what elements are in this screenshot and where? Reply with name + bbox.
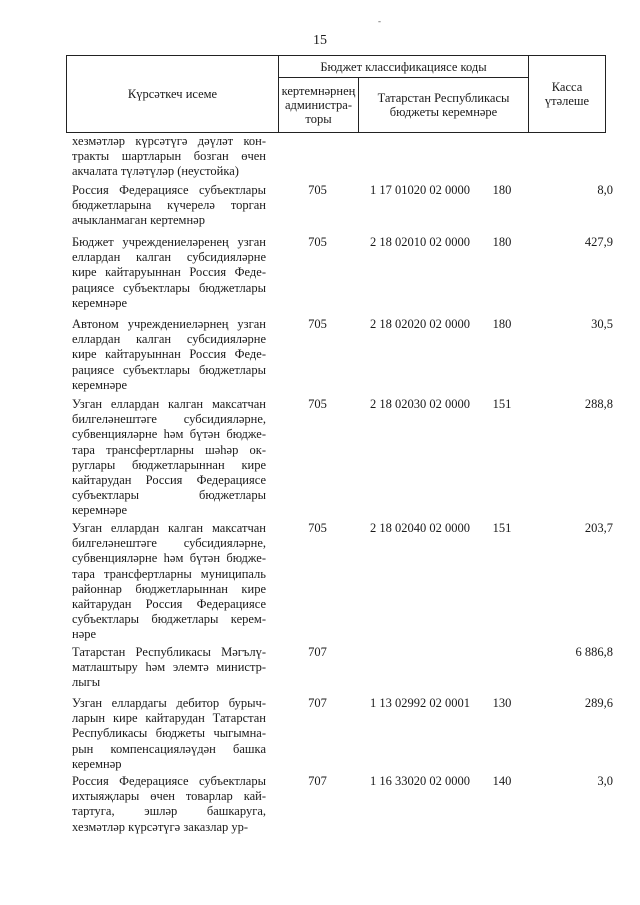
revenue-code: 2 18 02030 02 0000 [370,397,470,411]
revenue-code: 1 16 33020 02 0000 [370,774,470,788]
economic-code: 151 [492,397,512,411]
revenue-code: 1 17 01020 02 0000 [370,183,470,197]
indicator-name: Россия Федерациясе субъектлары ихтыяҗлары өчен товарлар кайтартуга, эшләр башкаруга, хезмәтләр күрсәтүгә заказлар ур- [72,774,266,834]
cash-amount: 289,6 [584,696,613,710]
table-header [66,55,606,133]
admin-code: 705 [308,397,327,411]
admin-code: 705 [308,235,327,249]
admin-code: 705 [308,317,327,331]
indicator-name: Узган еллардагы дебитор бурычларын кире кайтарудан Татарстан Республикасы бюджеты чыгымнарын компенсацияләүдән башка керемнәр [72,696,266,771]
indicator-name: Узган еллардан калган максатчан билгеләнештәге субсидияләрне, субвенцияләрне һәм бүтән бюджетара трансфертларны муниципаль районнар бюджетларыннан кире кайтарудан Россия Федерациясе субъектлары бюджетлары керемнәре [72,521,266,642]
economic-code: 151 [492,521,512,535]
economic-code: 180 [492,183,512,197]
revenue-code: 1 13 02992 02 0001 [370,696,470,710]
admin-code: 707 [308,696,327,710]
indicator-name: Татарстан Республикасы Мәгълүматлаштыру һәм элемтә министрлыгы [72,645,266,690]
cash-amount: 8,0 [597,183,613,197]
cash-amount: 288,8 [584,397,613,411]
economic-code: 180 [492,235,512,249]
revenue-code: 2 18 02010 02 0000 [370,235,470,249]
cash-amount: 3,0 [597,774,613,788]
page-number: 15 [313,33,327,48]
header-revenue: Татарстан Республикасы бюджеты керемнәре [359,78,529,133]
admin-code: 705 [308,521,327,535]
admin-code: 707 [308,774,327,788]
economic-code: 140 [492,774,512,788]
header-budget-codes: Бюджет классификациясе коды [279,56,529,78]
admin-code: 705 [308,183,327,197]
cash-amount: 427,9 [584,235,613,249]
cash-amount: 30,5 [591,317,613,331]
header-cash: Касса үтәлеше [529,56,606,133]
cash-amount: 203,7 [584,521,613,535]
scan-speck: - [378,16,381,26]
cash-amount: 6 886,8 [575,645,613,659]
economic-code: 180 [492,317,512,331]
admin-code: 707 [308,645,327,659]
header-admin: кертемнәрнең администраторы [279,78,359,133]
indicator-name: Узган еллардан калган максатчан билгеләнештәге субсидияләрне, субвенцияләрне һәм бүтән бюджетара трансфертларны шәһәр округлары бюджетларыннан кире кайтарудан Россия Федерациясе субъектлары бюджетлары керемнәре [72,397,266,518]
indicator-name: хезмәтләр күрсәтүгә дәүләт контракты шартларын бозган өчен акчалата түләтүләр (неустойка) [72,134,266,179]
revenue-code: 2 18 02040 02 0000 [370,521,470,535]
economic-code: 130 [492,696,512,710]
header-name: Күрсәткеч исеме [67,56,279,133]
indicator-name: Россия Федерациясе субъектлары бюджетларына күчерелә торган ачыкланмаган кертемнәр [72,183,266,228]
indicator-name: Бюджет учреждениеләренең узган еллардан калган субсидияләрне кире кайтаруыннан Россия Федерациясе субъектлары бюджетлары керемнәре [72,235,266,310]
revenue-code: 2 18 02020 02 0000 [370,317,470,331]
indicator-name: Автоном учреждениеләрнең узган еллардан калган субсидияләрне кире кайтаруыннан Россия Федерациясе субъектлары бюджетлары керемнәре [72,317,266,392]
